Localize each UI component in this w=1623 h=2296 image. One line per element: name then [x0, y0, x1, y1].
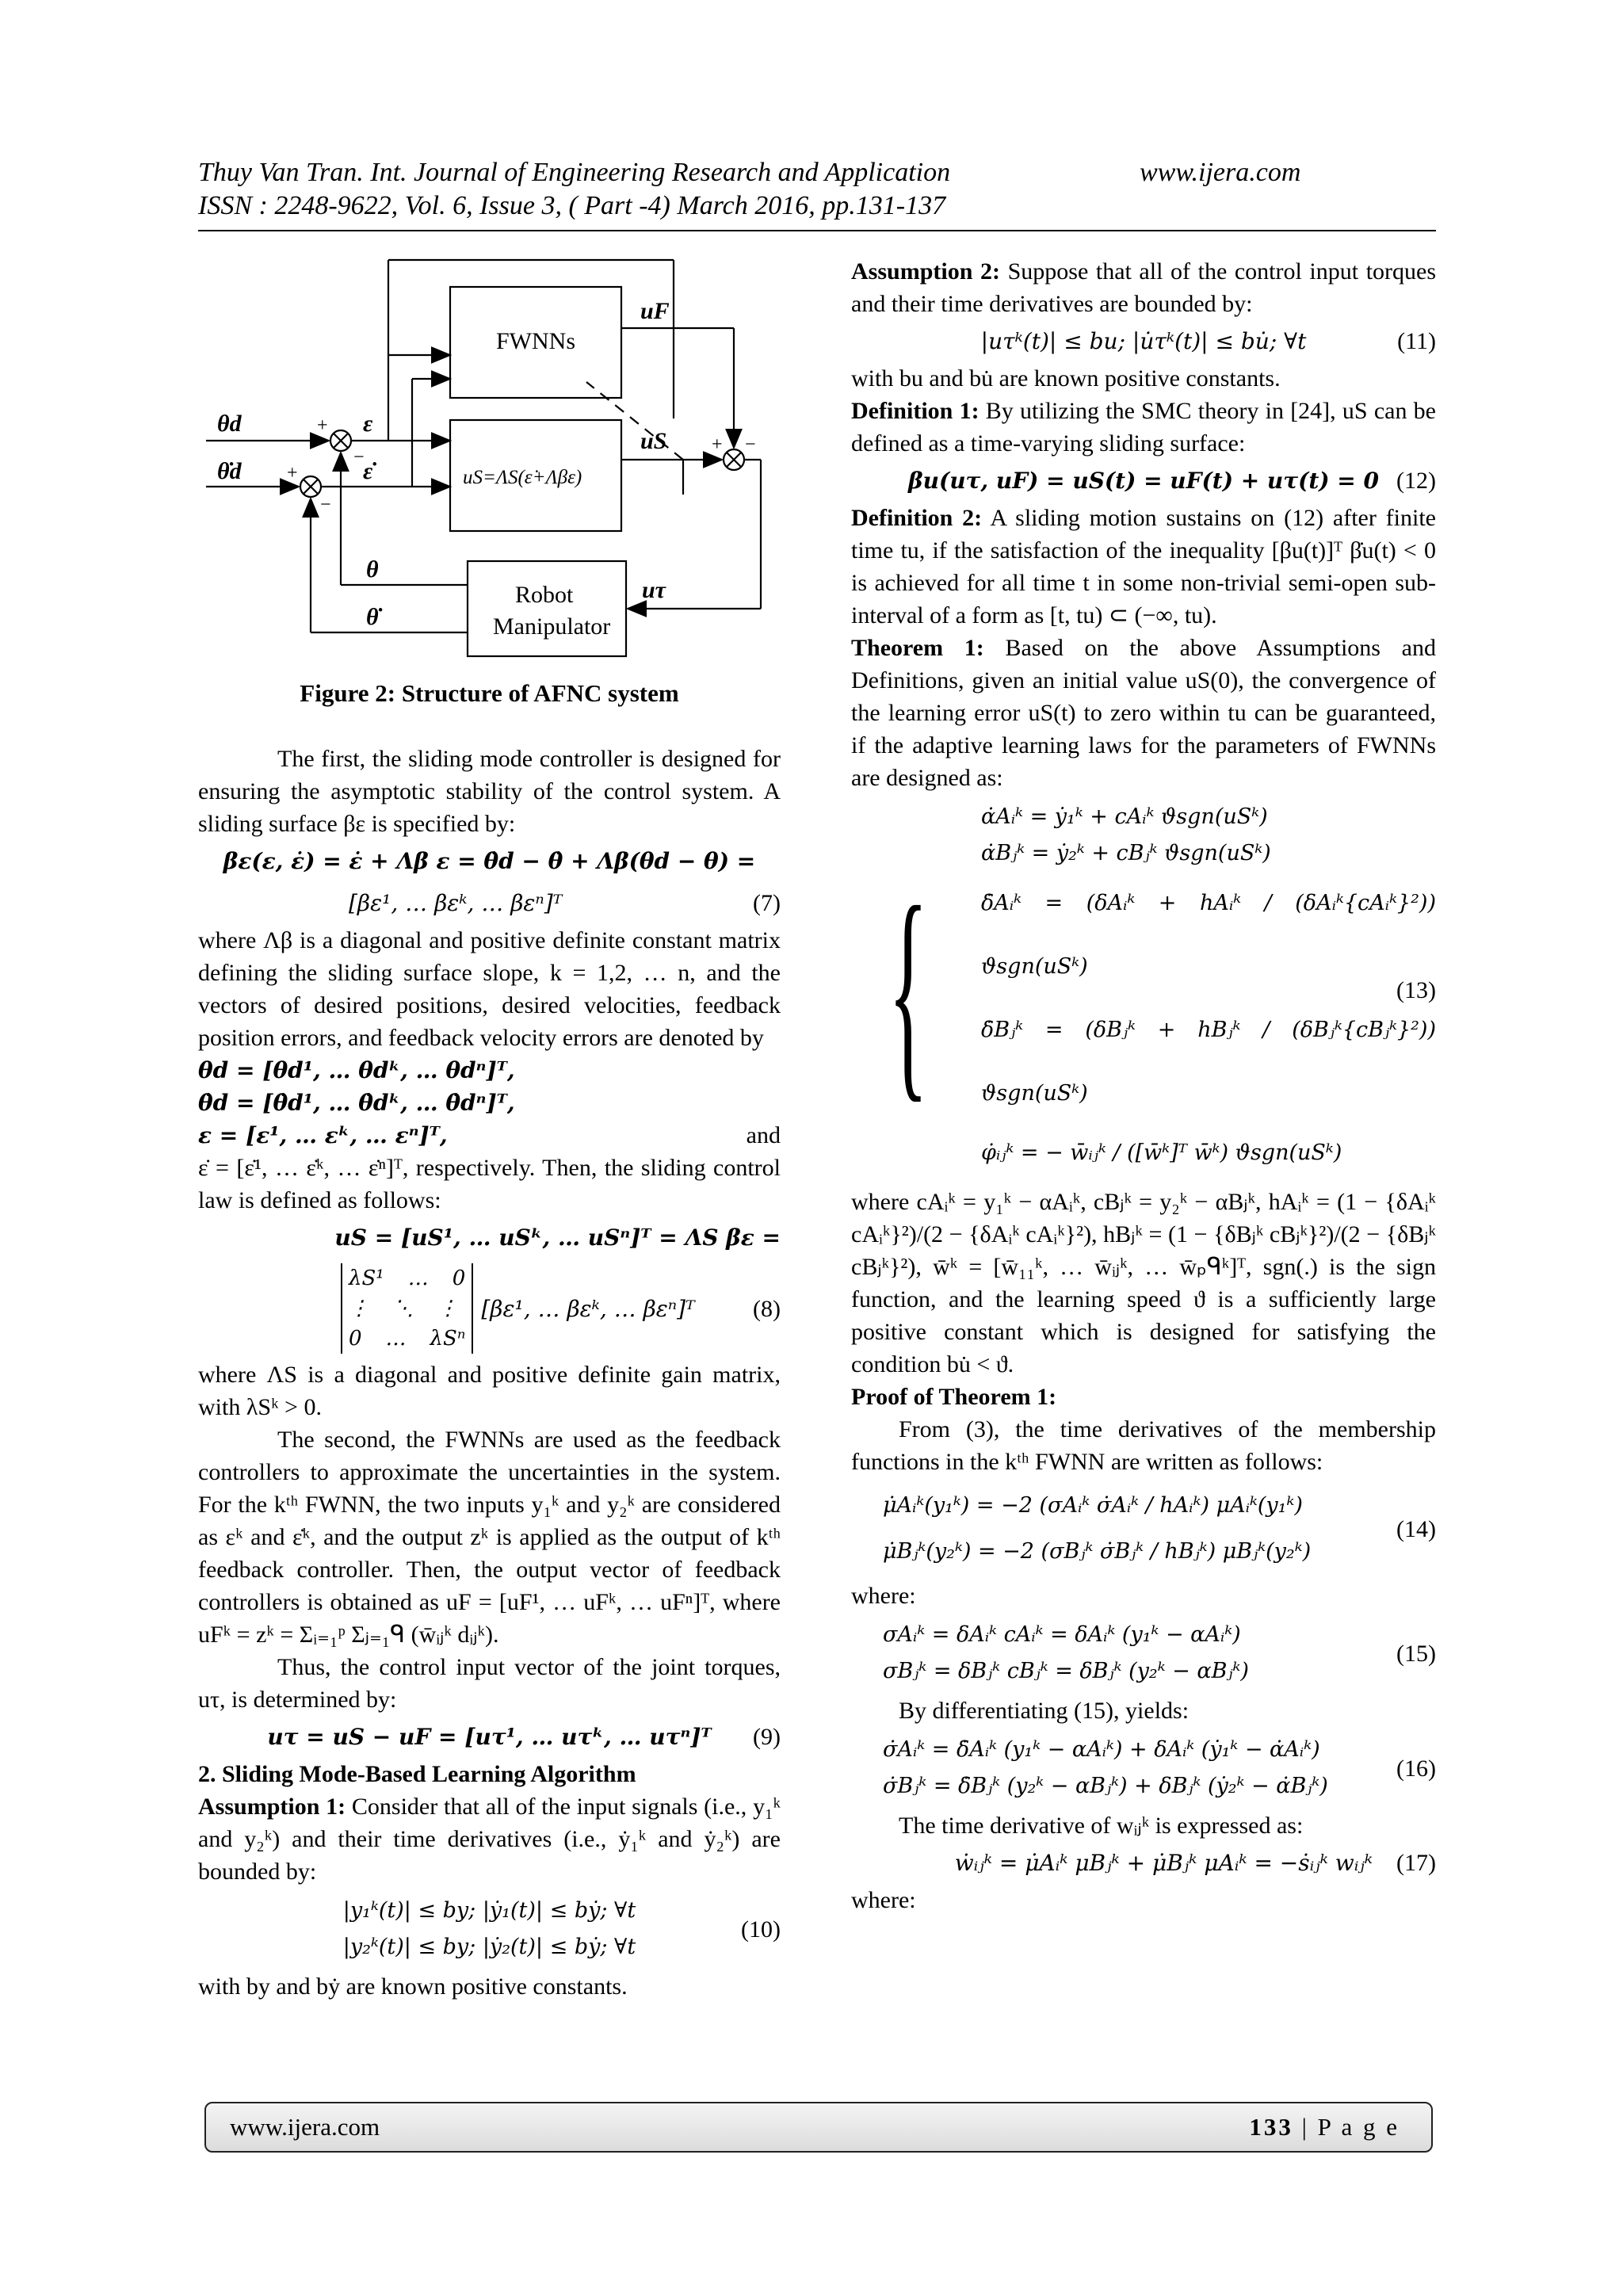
theta-d-dot-label: θ̇d	[217, 458, 242, 484]
theta-d-label: θd	[217, 411, 242, 437]
right-paragraph-2: where cAᵢᵏ = y₁ᵏ − αAᵢᵏ, cBⱼᵏ = y₂ᵏ − αBⱼᵏ, hAᵢᵏ = (1 − {δAᵢᵏ cAᵢᵏ}²)/(2 − {δAᵢᵏ cAᵢᵏ}²), hBⱼᵏ = (1 − {δBⱼᵏ cBⱼᵏ}²)/(2 − {δBⱼᵏ cBⱼᵏ}²), w̄ᵏ = [w̄₁₁ᵏ, … w̄ᵢⱼᵏ, … w̄ₚᑫᵏ]ᵀ, sgn(.) is the sign function, and the learning speed ϑ is a sufficiently large positive constant which is designed for satisfying the condition bu̇ < ϑ.	[851, 1189, 1436, 1377]
right-paragraph-3: From (3), the time derivatives of the membership functions in the kᵗʰ FWNN are written as follows:	[851, 1416, 1436, 1475]
left-paragraph-2: where Λβ is a diagonal and positive definite constant matrix defining the sliding surface slope, k = 1,2, … n, and the vectors of desired positions, desired velocities, feedback position errors, and feedback velocity errors are denoted by	[198, 927, 781, 1051]
fwnn-block-label: FWNNs	[496, 328, 576, 354]
right-column	[851, 255, 1436, 1916]
equation-17: ẇᵢⱼᵏ = μ̇Aᵢᵏ μBⱼᵏ + μ̇Bⱼᵏ μAᵢᵏ = −ṡᵢⱼᵏ wᵢⱼᵏ (17)	[954, 1850, 1436, 1876]
vector-eps-dot: ε̇ = [ε̇¹, … ε̇ᵏ, … ε̇ⁿ]ᵀ, respectively. Then, the sliding control law is defined as follows:	[198, 1155, 781, 1213]
left-paragraph-1: The first, the sliding mode controller is designed for ensuring the asymptotic stability of the control system. A sliding surface βε is specified by:	[198, 746, 781, 837]
right-paragraph-1: with bu and bu̇ are known positive constants.	[851, 365, 1281, 392]
robot-block-label-2: Manipulator	[493, 613, 611, 640]
assumption-1: Assumption 1: Consider that all of the input signals (i.e., y₁ᵏ and y₂ᵏ) and their time derivatives (i.e., ẏ₁ᵏ and ẏ₂ᵏ) are bounded by:	[198, 1794, 781, 1885]
equation-7b: [βε¹, … βεᵏ, … βεⁿ]ᵀ (7)	[349, 890, 781, 916]
where-label-1: where:	[851, 1583, 916, 1609]
page-footer	[204, 2102, 1433, 2153]
svg-text:+: +	[317, 415, 328, 436]
theorem-1: Theorem 1: Based on the above Assumptions and Definitions, given an initial value uS(0), the convergence of the learning error uS(t) to zero within tu can be guaranteed, if the adaptive learning laws for the parameters of FWNNs are designed as:	[851, 635, 1436, 791]
equation-7a: βε(ε, ε̇) = ε̇ + Λβ ε = θ̇d − θ̇ + Λβ(θd − θ) =	[223, 848, 756, 874]
where-label-2: where:	[851, 1887, 916, 1913]
svg-text:−: −	[745, 434, 756, 455]
equation-10: |y₁ᵏ(t)| ≤ by; |ẏ₁(t)| ≤ bẏ; ∀t |y₂ᵏ(t)| ≤ by; |ẏ₂(t)| ≤ bẏ; ∀t (10)	[342, 1898, 781, 1959]
journal-header-line1: Thuy Van Tran. Int. Journal of Engineering Research and Application	[198, 158, 951, 187]
definition-1: Definition 1: By utilizing the SMC theory in [24], uS can be defined as a time-varying sliding surface:	[851, 398, 1436, 457]
proof-heading: Proof of Theorem 1:	[851, 1384, 1057, 1410]
section-2-heading: 2. Sliding Mode-Based Learning Algorithm	[198, 1761, 636, 1787]
equation-15: σAᵢᵏ = δAᵢᵏ cAᵢᵏ = δAᵢᵏ (y₁ᵏ − αAᵢᵏ) σBⱼᵏ = δBⱼᵏ cBⱼᵏ = δBⱼᵏ (y₂ᵏ − αBⱼᵏ) (15)	[883, 1622, 1436, 1683]
utau-label: uτ	[642, 577, 666, 603]
left-column	[198, 252, 781, 2003]
left-paragraph-6: with by and bẏ are known positive constants.	[198, 1973, 628, 2000]
equation-8b: λS¹ … 0 ⋮ ⋱ ⋮ 0 … λSⁿ [βε¹, … βεᵏ, … βεⁿ]ᵀ (8)	[198, 1259, 781, 1358]
footer-url[interactable]: www.ijera.com	[230, 2113, 380, 2141]
vector-theta-d-dot: θ̇d = [θ̇d¹, … θ̇dᵏ, … θ̇dⁿ]ᵀ,	[198, 1090, 515, 1116]
header-rule	[198, 230, 1436, 231]
left-paragraph-4: The second, the FWNNs are used as the feedback controllers to approximate the uncertainties in the system. For the kᵗʰ FWNN, the two inputs y₁ᵏ and y₂ᵏ are considered as εᵏ and ε̇ᵏ, and the output zᵏ is applied as the output of kᵗʰ feedback controller. Then, the output vector of feedback controllers is obtained as uF = [uF¹, … uFᵏ, … uFⁿ]ᵀ, where uFᵏ = zᵏ = Σᵢ₌₁ᵖ Σⱼ₌₁ᑫ (w̄ᵢⱼᵏ dᵢⱼᵏ).	[198, 1427, 781, 1648]
uF-label: uF	[640, 298, 670, 324]
svg-text:−: −	[320, 495, 331, 515]
left-paragraph-5: Thus, the control input vector of the joint torques, uτ, is determined by:	[198, 1654, 781, 1713]
equation-14: μ̇Aᵢᵏ(y₁ᵏ) = −2 (σAᵢᵏ σ̇Aᵢᵏ / hAᵢᵏ) μAᵢᵏ(y₁ᵏ) μ̇Bⱼᵏ(y₂ᵏ) = −2 (σBⱼᵏ σ̇Bⱼᵏ / hBⱼᵏ) μBⱼᵏ(y₂ᵏ) (14)	[883, 1493, 1436, 1564]
svg-text:+: +	[712, 434, 723, 455]
eps-dot-label: ε̇	[363, 458, 373, 484]
equation-13: { α̇Aᵢᵏ = ẏ₁ᵏ + cAᵢᵏ ϑsgn(uSᵏ) α̇Bⱼᵏ = ẏ₂ᵏ + cBⱼᵏ ϑsgn(uSᵏ) δ̇Aᵢᵏ = (δAᵢᵏ + hAᵢᵏ / (δAᵢᵏ{cAᵢᵏ}²)) ϑsgn(uSᵏ) δ̇Bⱼᵏ = (δBⱼᵏ + hBⱼᵏ / (δBⱼᵏ{cBⱼᵏ}²)) ϑsgn(uSᵏ) φ̇ᵢⱼᵏ = − w̄ᵢⱼᵏ / ([w̄ᵏ]ᵀ w̄ᵏ) ϑsgn(uSᵏ) (13)	[888, 804, 1436, 1165]
vector-theta-d: θd = [θd¹, … θdᵏ, … θdⁿ]ᵀ,	[198, 1057, 515, 1083]
page-number: 133 | P a g e	[1249, 2113, 1400, 2141]
svg-text:−: −	[353, 447, 365, 468]
afnc-block-diagram	[198, 252, 781, 672]
left-paragraph-3: where ΛS is a diagonal and positive definite gain matrix, with λSᵏ > 0.	[198, 1362, 781, 1420]
lambda-matrix: λS¹ … 0 ⋮ ⋱ ⋮ 0 … λSⁿ	[341, 1263, 473, 1354]
robot-block-label-1: Robot	[515, 582, 574, 608]
equation-12: βu(uτ, uF) = uS(t) = uF(t) + uτ(t) = 0 (12)	[908, 468, 1436, 494]
theta-dot-label: θ̇	[366, 604, 379, 630]
assumption-2: Assumption 2: Suppose that all of the control input torques and their time derivatives are bounded by:	[851, 258, 1437, 317]
journal-header-line2: ISSN : 2248-9622, Vol. 6, Issue 3, ( Part -4) March 2016, pp.131-137	[198, 191, 946, 220]
vector-eps-row: ε = [ε¹, … εᵏ, … εⁿ]ᵀ, and	[198, 1122, 781, 1148]
journal-url[interactable]: www.ijera.com	[1140, 158, 1301, 187]
right-paragraph-5: The time derivative of wᵢⱼᵏ is expressed as:	[899, 1813, 1304, 1839]
definition-2: Definition 2: A sliding motion sustains on (12) after finite time tu, if the satisfaction of the inequality [βu(t)]ᵀ β̇u(t) < 0 is achieved for all time t in some non-trivial semi-open sub-interval of a form as [t, tu) ⊂ (−∞, tu).	[851, 505, 1436, 628]
smc-block-label: uS=ΛS(ε̇+Λβε)	[463, 467, 582, 488]
equation-8a: uS = [uS¹, … uSᵏ, … uSⁿ]ᵀ = ΛS βε =	[334, 1224, 781, 1251]
equation-9: uτ = uS − uF = [uτ¹, … uτᵏ, … uτⁿ]ᵀ (9)	[267, 1724, 781, 1750]
right-paragraph-4: By differentiating (15), yields:	[899, 1698, 1190, 1724]
svg-text:+: +	[287, 463, 298, 483]
block-diagram-svg	[198, 252, 781, 672]
equation-11: |uτᵏ(t)| ≤ bu; |u̇τᵏ(t)| ≤ bu̇; ∀t (11)	[980, 328, 1436, 354]
eps-label: ε	[363, 411, 373, 437]
uS-label: uS	[640, 428, 667, 454]
figure-caption: Figure 2: Structure of AFNC system	[300, 679, 679, 707]
equation-16: σ̇Aᵢᵏ = δ̇Aᵢᵏ (y₁ᵏ − αAᵢᵏ) + δAᵢᵏ (ẏ₁ᵏ − α̇Aᵢᵏ) σ̇Bⱼᵏ = δ̇Bⱼᵏ (y₂ᵏ − αBⱼᵏ) + δBⱼᵏ (ẏ₂ᵏ − α̇Bⱼᵏ) (16)	[883, 1737, 1436, 1798]
theta-label: θ	[366, 556, 379, 583]
